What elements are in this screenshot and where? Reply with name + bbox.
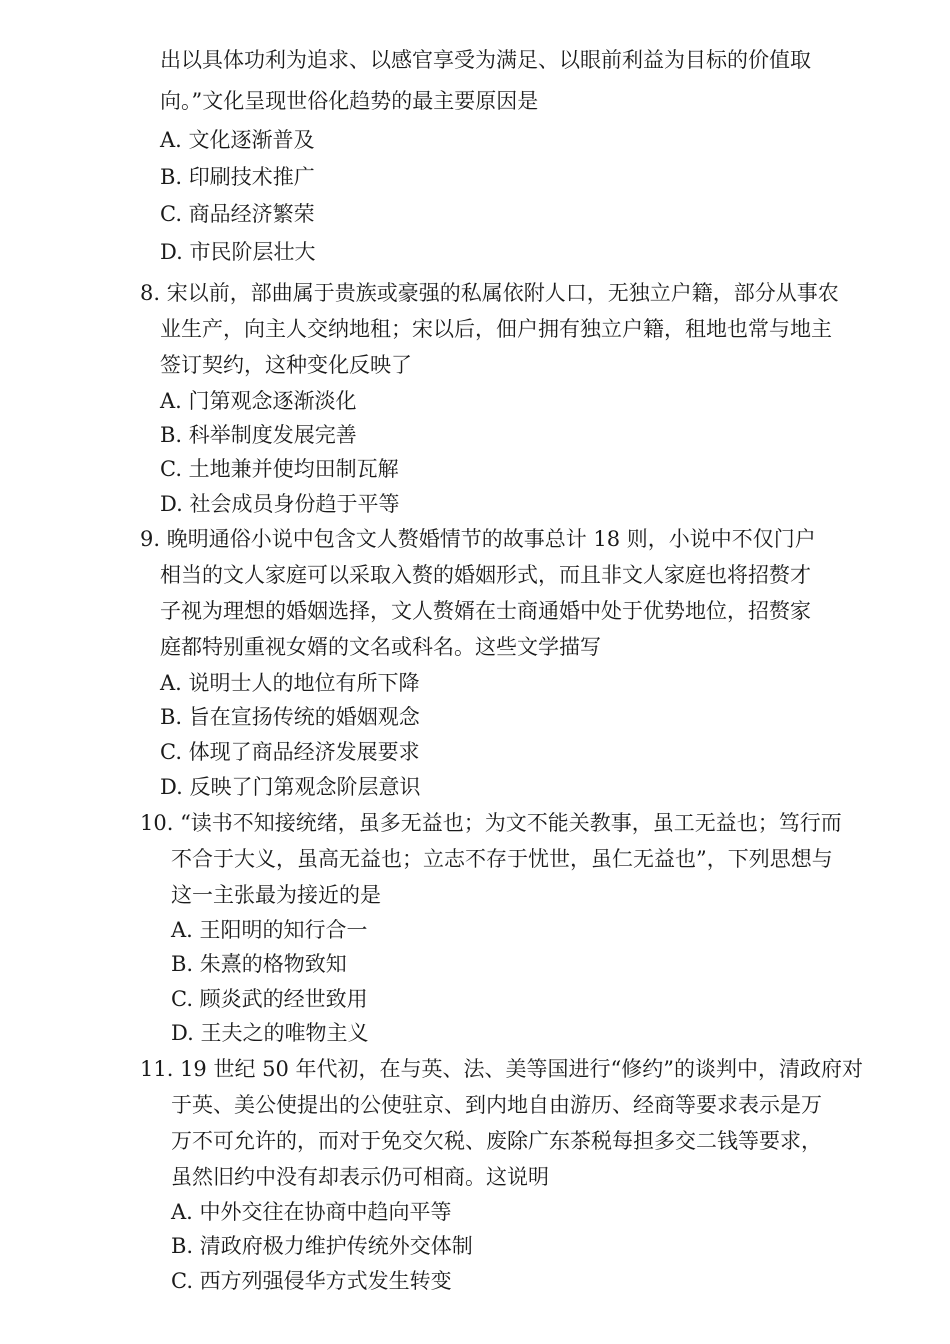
q11-option-c[interactable]: C. 西方列强侵华方式发生转变	[171, 1269, 452, 1293]
q9-line-4: 庭都特别重视女婿的文名或科名。这些文学描写	[160, 635, 601, 659]
q11-line-2: 于英、美公使提出的公使驻京、到内地自由游历、经商等要求表示是万	[171, 1093, 822, 1117]
q8-line-1: 8. 宋以前，部曲属于贵族或豪强的私属依附人口，无独立户籍，部分从事农	[140, 281, 839, 305]
q10-option-c[interactable]: C. 顾炎武的经世致用	[171, 987, 368, 1011]
q7-option-d[interactable]: D. 市民阶层壮大	[160, 240, 316, 264]
q11-line-1: 11. 19 世纪 50 年代初，在与英、法、美等国进行“修约”的谈判中，清政府对	[140, 1057, 864, 1081]
q10-line-2: 不合于大义，虽高无益也；立志不存于忧世，虽仁无益也”，下列思想与	[171, 847, 833, 871]
q11-option-a[interactable]: A. 中外交往在协商中趋向平等	[171, 1200, 452, 1224]
q8-option-b[interactable]: B. 科举制度发展完善	[160, 423, 357, 447]
q7-option-c[interactable]: C. 商品经济繁荣	[160, 202, 315, 226]
q7-line-1: 出以具体功利为追求、以感官享受为满足、以眼前利益为目标的价值取	[160, 48, 811, 72]
q8-option-d[interactable]: D. 社会成员身份趋于平等	[160, 492, 400, 516]
q11-option-b[interactable]: B. 清政府极力维护传统外交体制	[171, 1234, 473, 1258]
q8-option-a[interactable]: A. 门第观念逐渐淡化	[160, 389, 357, 413]
q10-option-a[interactable]: A. 王阳明的知行合一	[171, 918, 368, 942]
q11-line-4: 虽然旧约中没有却表示仍可相商。这说明	[171, 1165, 549, 1189]
q10-option-d[interactable]: D. 王夫之的唯物主义	[171, 1021, 369, 1045]
q8-line-3: 签订契约，这种变化反映了	[160, 353, 412, 377]
q7-option-b[interactable]: B. 印刷技术推广	[160, 165, 315, 189]
q9-option-c[interactable]: C. 体现了商品经济发展要求	[160, 740, 420, 764]
q9-line-3: 子视为理想的婚姻选择，文人赘婿在士商通婚中处于优势地位，招赘家	[160, 599, 811, 623]
q8-line-2: 业生产，向主人交纳地租；宋以后，佃户拥有独立户籍，租地也常与地主	[160, 317, 832, 341]
q7-line-2: 向。”文化呈现世俗化趋势的最主要原因是	[160, 89, 539, 113]
q9-option-a[interactable]: A. 说明士人的地位有所下降	[160, 671, 420, 695]
q10-option-b[interactable]: B. 朱熹的格物致知	[171, 952, 347, 976]
q10-line-1: 10. “读书不知接统绪，虽多无益也；为文不能关教事，虽工无益也；笃行而	[140, 811, 842, 835]
q7-option-a[interactable]: A. 文化逐渐普及	[160, 128, 315, 152]
q9-line-2: 相当的文人家庭可以采取入赘的婚姻形式，而且非文人家庭也将招赘才	[160, 563, 811, 587]
q9-option-d[interactable]: D. 反映了门第观念阶层意识	[160, 775, 421, 799]
q10-line-3: 这一主张最为接近的是	[171, 883, 381, 907]
q9-line-1: 9. 晚明通俗小说中包含文人赘婚情节的故事总计 18 则，小说中不仅门户	[140, 527, 816, 551]
q8-option-c[interactable]: C. 土地兼并使均田制瓦解	[160, 457, 399, 481]
q11-line-3: 万不可允许的，而对于免交欠税、废除广东茶税每担多交二钱等要求，	[171, 1129, 822, 1153]
q9-option-b[interactable]: B. 旨在宣扬传统的婚姻观念	[160, 705, 420, 729]
